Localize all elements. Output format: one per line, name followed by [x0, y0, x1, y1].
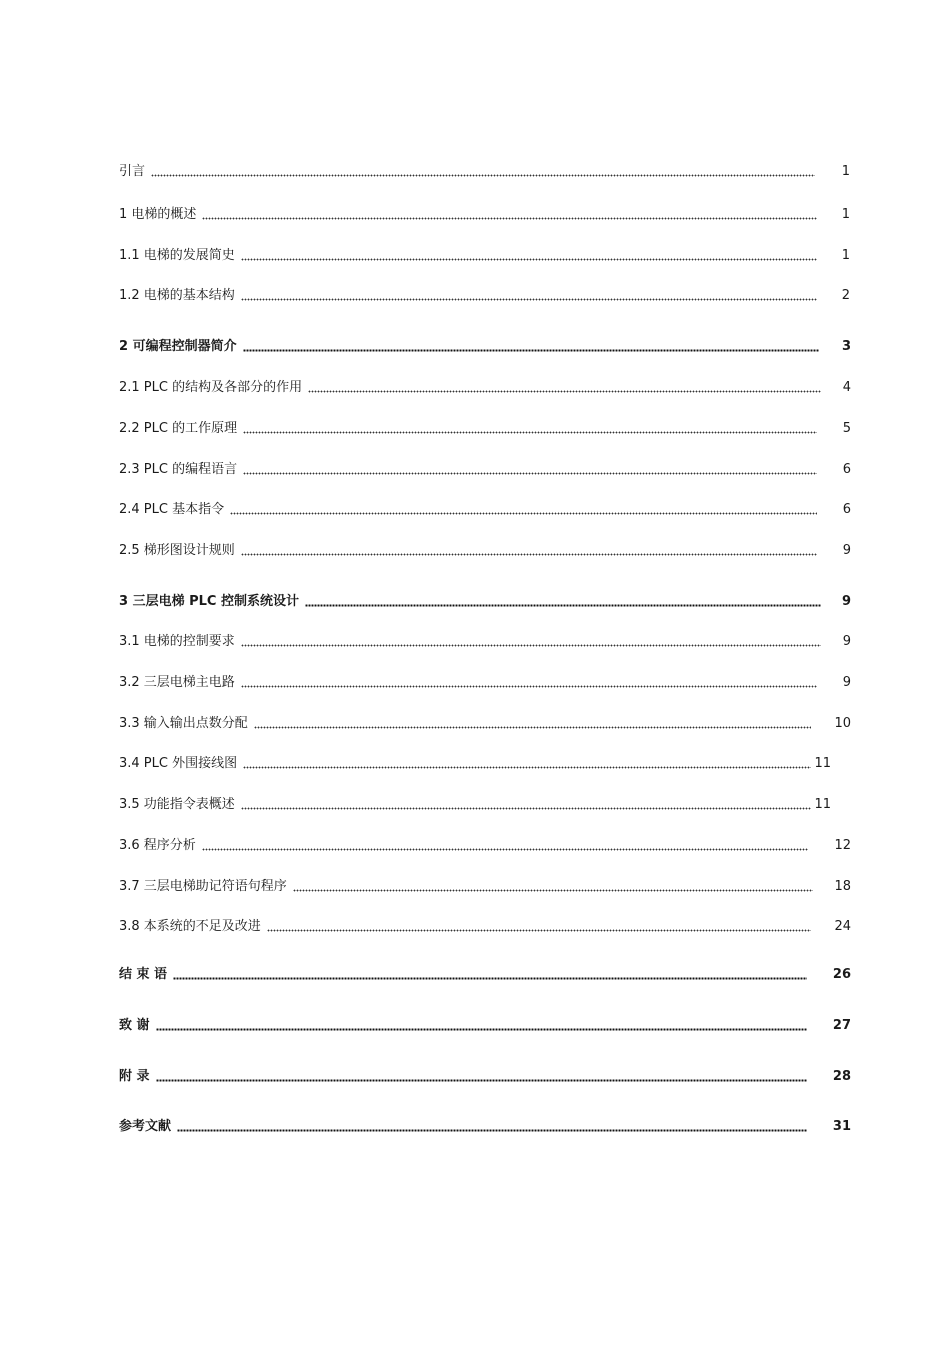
toc-entry-page: 9	[842, 543, 851, 558]
toc-entry-label: 2.5 梯形图设计规则	[119, 543, 235, 558]
dot-leader	[241, 298, 817, 301]
toc-entry[interactable]	[119, 671, 851, 691]
toc-entry[interactable]	[119, 498, 851, 518]
dot-leader	[293, 889, 813, 892]
toc-entry[interactable]	[119, 417, 851, 437]
dot-leader	[267, 929, 811, 932]
toc-entry-label: 引言	[119, 164, 146, 179]
toc-entry-label: 2.1 PLC 的结构及各部分的作用	[119, 380, 303, 395]
toc-entry-page: 26	[832, 967, 851, 982]
dot-leader	[173, 977, 807, 980]
dot-leader	[243, 472, 817, 475]
toc-entry-label: 3.4 PLC 外围接线图	[119, 756, 238, 771]
toc-entry-page: 27	[832, 1018, 851, 1033]
toc-entry-label: 2.3 PLC 的编程语言	[119, 462, 238, 477]
toc-entry-back-matter[interactable]	[119, 1065, 851, 1085]
dot-leader	[202, 848, 808, 851]
dot-leader	[151, 174, 815, 177]
toc-entry-label: 3.1 电梯的控制要求	[119, 634, 235, 649]
toc-entry-label: 3.6 程序分析	[119, 838, 196, 853]
toc-entry-page: 10	[834, 716, 851, 731]
dot-leader	[243, 766, 811, 769]
toc-entry-page: 11	[814, 797, 831, 812]
dot-leader	[202, 217, 817, 220]
toc-entry-page: 5	[842, 421, 851, 436]
toc-entry-label: 附 录	[119, 1069, 150, 1084]
toc-entry-label: 3 三层电梯 PLC 控制系统设计	[119, 594, 299, 609]
toc-entry-label: 3.2 三层电梯主电路	[119, 675, 235, 690]
dot-leader	[243, 431, 817, 434]
toc-entry[interactable]	[119, 630, 851, 650]
dot-leader	[241, 644, 821, 647]
dot-leader	[241, 553, 817, 556]
toc-entry-page: 24	[834, 919, 851, 934]
toc-entry-chapter[interactable]	[119, 335, 851, 355]
toc-entry-page: 1	[841, 248, 850, 263]
dot-leader	[177, 1129, 807, 1132]
toc-entry-page: 9	[841, 594, 851, 609]
toc-entry-label: 1 电梯的概述	[119, 207, 197, 222]
toc-entry[interactable]	[119, 712, 851, 732]
toc-entry-label: 1.1 电梯的发展简史	[119, 248, 235, 263]
toc-entry-page: 9	[842, 634, 851, 649]
toc-entry[interactable]	[119, 244, 850, 264]
dot-leader	[243, 349, 819, 352]
toc-entry-page: 6	[842, 502, 851, 517]
toc-entry-label: 2.4 PLC 基本指令	[119, 502, 225, 517]
toc-entry-page: 12	[834, 838, 851, 853]
toc-entry-label: 参考文献	[119, 1119, 172, 1134]
dot-leader	[230, 512, 817, 515]
toc-entry-label: 1.2 电梯的基本结构	[119, 288, 235, 303]
toc-entry-page: 1	[841, 207, 850, 222]
toc-entry-back-matter[interactable]	[119, 1115, 851, 1135]
toc-entry[interactable]	[119, 793, 831, 813]
dot-leader	[156, 1028, 807, 1031]
toc-entry-page: 18	[834, 879, 851, 894]
toc-entry[interactable]	[119, 284, 850, 304]
toc-entry-label: 3.3 输入输出点数分配	[119, 716, 248, 731]
toc-entry[interactable]	[119, 160, 850, 180]
dot-leader	[254, 726, 811, 729]
dot-leader	[156, 1079, 807, 1082]
toc-entry[interactable]	[119, 203, 850, 223]
toc-entry-label: 3.5 功能指令表概述	[119, 797, 235, 812]
toc-entry-page: 6	[842, 462, 851, 477]
toc-entry-label: 致 谢	[119, 1018, 150, 1033]
toc-entry[interactable]	[119, 834, 851, 854]
toc-entry-label: 结 束 语	[119, 967, 168, 982]
toc-entry-page: 28	[832, 1069, 851, 1084]
toc-entry-back-matter[interactable]	[119, 1014, 851, 1034]
dot-leader	[241, 258, 817, 261]
toc-entry-label: 2 可编程控制器简介	[119, 339, 237, 354]
toc-entry-page: 1	[841, 164, 850, 179]
toc-entry-chapter[interactable]	[119, 590, 851, 610]
dot-leader	[241, 807, 811, 810]
dot-leader	[305, 604, 821, 607]
toc-entry-page: 11	[814, 756, 831, 771]
toc-entry[interactable]	[119, 539, 851, 559]
dot-leader	[308, 390, 821, 393]
toc-entry[interactable]	[119, 458, 851, 478]
toc-entry-page: 4	[842, 380, 851, 395]
toc-entry-label: 3.7 三层电梯助记符语句程序	[119, 879, 287, 894]
toc-entry[interactable]	[119, 915, 851, 935]
toc-entry-back-matter[interactable]	[119, 963, 851, 983]
toc-entry[interactable]	[119, 752, 831, 772]
toc-entry-page: 2	[841, 288, 850, 303]
toc-entry-page: 3	[841, 339, 851, 354]
toc-entry[interactable]	[119, 875, 851, 895]
toc-entry-label: 2.2 PLC 的工作原理	[119, 421, 238, 436]
toc-entry-page: 31	[832, 1119, 851, 1134]
toc-entry-label: 3.8 本系统的不足及改进	[119, 919, 261, 934]
toc-entry-page: 9	[842, 675, 851, 690]
toc-entry[interactable]	[119, 376, 851, 396]
dot-leader	[241, 685, 817, 688]
